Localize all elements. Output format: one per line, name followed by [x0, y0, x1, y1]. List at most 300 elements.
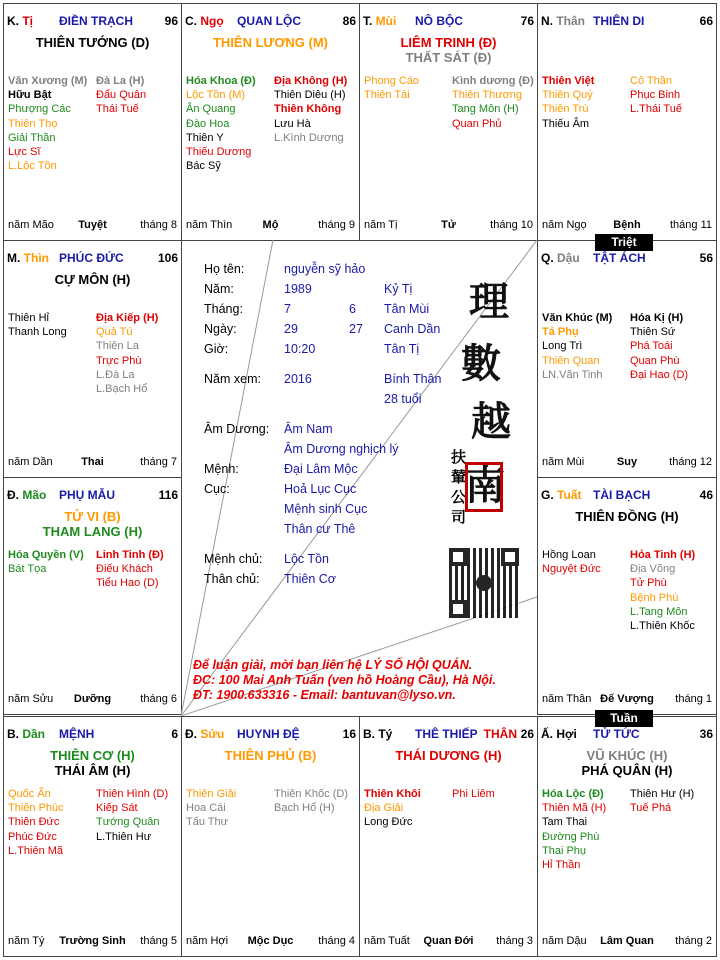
- info-value: 2016: [284, 372, 312, 386]
- palace-mệnh: [3, 716, 182, 957]
- minor-star: Văn Khúc (M): [542, 312, 613, 324]
- minor-star: Thiên Khốc (D): [274, 788, 348, 800]
- minor-star: Tiểu Hao (D): [96, 577, 159, 590]
- main-star: VŨ KHÚC (H): [586, 748, 668, 763]
- branch-part: Đ.: [185, 727, 197, 741]
- branch-part: Mão: [19, 488, 47, 502]
- minor-star: Kình dương (Đ): [452, 75, 534, 87]
- branch-part: Tị: [19, 14, 33, 28]
- palace-month: tháng 2: [675, 935, 712, 947]
- palace-year: năm Tý: [8, 935, 45, 947]
- info-value: Mệnh sinh Cục: [284, 502, 368, 516]
- star-column-left: [364, 74, 450, 102]
- minor-star: Phục Binh: [630, 89, 681, 102]
- palace-year: năm Dậu: [542, 935, 587, 947]
- minor-star: Tang Môn (H): [452, 103, 519, 116]
- star-column-left: [8, 787, 94, 858]
- house-label: QUAN LỘC: [237, 14, 301, 28]
- palace-footer: [542, 455, 712, 469]
- tuan-badge: Tuần: [595, 710, 653, 727]
- branch-part: B.: [363, 727, 375, 741]
- minor-star: Thiên Quan: [542, 354, 600, 367]
- branch-part: K.: [7, 14, 19, 28]
- palace-branch: [185, 14, 224, 28]
- palace-điền-trạch: [3, 3, 182, 241]
- minor-star: L.Thiên Khốc: [630, 620, 695, 633]
- branch-part: Dần: [19, 727, 46, 741]
- minor-star: Hồng Loan: [542, 549, 596, 561]
- star-column-right: [630, 311, 716, 382]
- minor-star: Thiên La: [96, 340, 139, 353]
- info-label: Tháng:: [204, 302, 243, 316]
- branch-part: B.: [7, 727, 19, 741]
- palace-branch: [7, 727, 45, 741]
- minor-star: Thiên Hư (H): [630, 788, 695, 800]
- star-column-left: [542, 548, 628, 576]
- palace-footer: [186, 218, 355, 232]
- minor-star: LN.Văn Tinh: [542, 368, 603, 381]
- palace-year: năm Mùi: [542, 456, 585, 468]
- star-column-left: [364, 787, 450, 830]
- palace-stage: Mộ: [262, 219, 279, 231]
- branch-part: M.: [7, 251, 21, 265]
- palace-phúc-đức: [3, 240, 182, 478]
- minor-star: Thiên Trù: [542, 103, 589, 116]
- palace-month: tháng 11: [669, 219, 712, 231]
- star-column-right: [274, 787, 360, 815]
- palace-month: tháng 1: [675, 693, 712, 705]
- minor-star: Lưu Hà: [274, 117, 311, 130]
- minor-star: Đại Hao (D): [630, 368, 689, 381]
- minor-star: Quan Phù: [630, 354, 680, 367]
- star-column-right: [630, 548, 716, 633]
- minor-star: Long Đức: [364, 816, 413, 829]
- minor-star: Phúc Đức: [8, 830, 57, 843]
- star-column-right: [630, 787, 716, 815]
- palace-footer: [186, 934, 355, 948]
- minor-star: Phượng Các: [8, 103, 71, 116]
- info-label: Ngày:: [204, 322, 237, 336]
- minor-star: Đào Hoa: [186, 117, 230, 130]
- star-column-left: [8, 548, 94, 576]
- palace-year: năm Sửu: [8, 693, 54, 705]
- main-star: THÁI DƯƠNG (H): [395, 748, 502, 763]
- minor-star: Kiếp Sát: [96, 802, 138, 815]
- info-label: Họ tên:: [204, 262, 245, 276]
- palace-branch: [541, 727, 577, 741]
- star-column-left: [186, 74, 272, 173]
- info-label: Giờ:: [204, 342, 229, 356]
- minor-star: Linh Tinh (Đ): [96, 549, 164, 561]
- house-label: HUYNH ĐỆ: [237, 727, 300, 741]
- minor-star: Điếu Khách: [96, 563, 153, 576]
- info-value-canchi: Bính Thân: [384, 372, 442, 386]
- minor-star: Thiên Giải: [186, 788, 237, 800]
- palace-footer: [542, 934, 712, 948]
- palace-house: [415, 14, 463, 28]
- palace-footer: [8, 455, 177, 469]
- minor-star: Đà La (H): [96, 75, 145, 87]
- palace-footer: [8, 692, 177, 706]
- palace-age: 6: [171, 727, 178, 741]
- house-label: PHÚC ĐỨC: [59, 251, 124, 265]
- palace-house: [59, 488, 115, 502]
- minor-star: Phá Toái: [630, 340, 673, 353]
- house-label: NÔ BỘC: [415, 14, 463, 28]
- palace-stage: Trường Sinh: [59, 935, 126, 947]
- minor-star: L.Bạch Hổ: [96, 383, 148, 396]
- palace-month: tháng 7: [140, 456, 177, 468]
- minor-star: Tướng Quân: [96, 816, 160, 829]
- minor-star: Thiên Hỉ: [8, 312, 49, 324]
- calligraphy-char: 理: [469, 278, 509, 325]
- branch-part: G.: [541, 488, 554, 502]
- palace-age: 16: [342, 727, 356, 741]
- palace-branch: [7, 251, 49, 265]
- minor-star: Hóa Lộc (Đ): [542, 788, 604, 800]
- palace-house: [237, 14, 301, 28]
- palace-tài-bạch: [537, 477, 717, 715]
- minor-star: Quan Phủ: [452, 117, 502, 130]
- house-label: MỆNH: [59, 727, 95, 741]
- minor-star: Tuế Phá: [630, 802, 672, 815]
- info-value: 10:20: [284, 342, 316, 356]
- minor-star: Thai Phụ: [542, 844, 587, 857]
- info-value: Lộc Tồn: [284, 552, 329, 566]
- minor-star: Thiên Tài: [364, 89, 410, 102]
- minor-star: Hóa Kị (H): [630, 312, 684, 324]
- palace-branch: [7, 488, 46, 502]
- minor-star: Địa Không (H): [274, 75, 348, 87]
- minor-star: Tử Phù: [630, 577, 667, 590]
- minor-star: Giải Thần: [8, 131, 56, 144]
- info-value: 7: [284, 302, 291, 316]
- main-star: THIÊN CƠ (H): [50, 748, 135, 763]
- minor-star: Đường Phù: [542, 830, 600, 843]
- info-value: Hoả Lục Cục: [284, 482, 357, 496]
- minor-star: L.Tang Môn: [630, 605, 688, 618]
- palace-footer: [542, 692, 712, 706]
- house-label: ĐIỀN TRẠCH: [59, 14, 133, 28]
- minor-star: Phi Liêm: [452, 788, 495, 800]
- main-star: LIÊM TRINH (Đ): [400, 35, 497, 50]
- palace-phụ-mẫu: [3, 477, 182, 715]
- palace-age: 76: [520, 14, 534, 28]
- main-star: THAM LANG (H): [42, 524, 143, 539]
- minor-star: Thiên Hình (D): [96, 788, 169, 800]
- main-star: THIÊN TƯỚNG (D): [35, 35, 150, 50]
- info-label: Năm xem:: [204, 372, 261, 386]
- info-value: Thiên Cơ: [284, 572, 336, 586]
- minor-star: Hóa Khoa (Đ): [186, 75, 256, 87]
- info-value-canchi: Tân Tị: [384, 342, 420, 356]
- palace-age: 106: [157, 251, 178, 265]
- palace-footer: [8, 934, 177, 948]
- palace-house: [415, 727, 517, 741]
- palace-house: [593, 14, 644, 28]
- palace-branch: [363, 727, 392, 741]
- info-value-canchi: Kỷ Tị: [384, 282, 413, 296]
- minor-star: Thiên Phúc: [8, 802, 64, 815]
- branch-part: Tý: [375, 727, 393, 741]
- minor-star: Quốc Ấn: [8, 788, 51, 800]
- info-value: Đại Lâm Mộc: [284, 462, 358, 476]
- palace-branch: [363, 14, 396, 28]
- star-column-left: [8, 311, 94, 339]
- palace-tử-tức: [537, 716, 717, 957]
- minor-star: Cô Thần: [630, 75, 672, 87]
- palace-stage: Bệnh: [613, 219, 641, 231]
- branch-part: C.: [185, 14, 197, 28]
- company-char: 公: [451, 488, 467, 506]
- calligraphy-char: 數: [461, 340, 501, 387]
- palace-stage: Suy: [616, 456, 638, 468]
- star-column-right: [452, 74, 538, 131]
- branch-part: Ngọ: [197, 14, 224, 28]
- minor-star: Phong Cáo: [364, 75, 420, 87]
- red-seal: [465, 462, 503, 512]
- contact-line: Để luận giải, mời bạn liên hệ LÝ SỐ HỘI QUÁN.: [193, 658, 473, 672]
- palace-stage: Tử: [441, 219, 456, 231]
- palace-age: 56: [699, 251, 713, 265]
- palace-thiên-di: [537, 3, 717, 241]
- minor-star: Hóa Quyền (V): [8, 549, 84, 561]
- star-column-right: [96, 548, 182, 591]
- house-label: THÊ THIẾP: [415, 727, 478, 741]
- palace-huynh-đệ: [181, 716, 360, 957]
- minor-star: Thiên Việt: [542, 75, 595, 87]
- minor-star: Hoa Cái: [186, 802, 226, 815]
- minor-star: Thiên Thọ: [8, 117, 58, 130]
- minor-star: Thiên Y: [186, 131, 224, 144]
- star-column-left: [8, 74, 94, 173]
- palace-age: 66: [699, 14, 713, 28]
- branch-part: Thân: [553, 14, 585, 28]
- info-value: 1989: [284, 282, 312, 296]
- palace-age: 46: [699, 488, 713, 502]
- minor-star: Tấu Thư: [186, 816, 229, 829]
- branch-part: Dậu: [553, 251, 580, 265]
- palace-footer: [364, 934, 533, 948]
- star-column-right: [96, 74, 182, 117]
- palace-age: 96: [164, 14, 178, 28]
- contact-line: ĐC: 100 Mai Anh Tuấn (ven hồ Hoàng Cầu), Hà Nội.: [193, 673, 496, 687]
- minor-star: L.Thái Tuế: [630, 103, 682, 116]
- palace-month: tháng 9: [318, 219, 355, 231]
- branch-part: Mùi: [372, 14, 397, 28]
- minor-star: Địa Giải: [364, 802, 404, 815]
- main-star: THIÊN PHỦ (B): [224, 748, 317, 763]
- star-column-left: [542, 787, 628, 872]
- palace-house: [59, 14, 133, 28]
- company-char: 扶: [451, 448, 467, 466]
- minor-star: Tam Thai: [542, 816, 588, 829]
- minor-star: L.Thiên Hư: [96, 830, 152, 843]
- palace-branch: [541, 251, 580, 265]
- star-column-right: [274, 74, 360, 145]
- company-char: 輦: [451, 468, 467, 486]
- palace-nô-bộc: [359, 3, 538, 241]
- palace-house: [59, 727, 94, 741]
- branch-part: N.: [541, 14, 553, 28]
- minor-star: Lực Sĩ: [8, 146, 41, 159]
- star-column-right: [630, 74, 716, 117]
- palace-month: tháng 5: [140, 935, 177, 947]
- palace-house: [237, 727, 300, 741]
- palace-age: 36: [699, 727, 713, 741]
- star-column-left: [542, 74, 628, 131]
- palace-footer: [542, 218, 712, 232]
- minor-star: Long Trì: [542, 340, 583, 353]
- star-column-right: [96, 787, 182, 844]
- info-value-lunar: 6: [349, 302, 356, 316]
- main-star: TỬ VI (B): [64, 509, 121, 524]
- company-char: 司: [451, 508, 467, 526]
- info-value: Thân cư Thê: [284, 522, 356, 536]
- info-label: Năm:: [204, 282, 234, 296]
- palace-year: năm Hợi: [186, 935, 229, 947]
- minor-star: Bệnh Phù: [630, 591, 679, 604]
- palace-stage: Đế Vượng: [600, 693, 654, 705]
- palace-stage: Lâm Quan: [600, 935, 654, 947]
- center-info-panel: [181, 240, 537, 716]
- minor-star: Thái Tuế: [96, 103, 139, 116]
- palace-year: năm Thân: [542, 693, 592, 705]
- palace-age: 86: [342, 14, 356, 28]
- info-value-canchi: Tân Mùi: [384, 302, 430, 316]
- palace-stage: Dưỡng: [73, 693, 112, 705]
- minor-star: Lộc Tồn (M): [186, 89, 246, 102]
- house-label: TÀI BẠCH: [593, 488, 651, 502]
- palace-year: năm Ngọ: [542, 219, 587, 231]
- minor-star: Tả Phụ: [542, 326, 579, 339]
- info-value: Âm Nam: [284, 422, 333, 436]
- palace-footer: [364, 218, 533, 232]
- minor-star: L.Đà La: [96, 368, 135, 381]
- minor-star: Nguyệt Đức: [542, 563, 601, 576]
- branch-part: T.: [363, 14, 373, 28]
- palace-house: [593, 727, 640, 741]
- minor-star: Thiếu Âm: [542, 117, 590, 130]
- palace-month: tháng 6: [140, 693, 177, 705]
- calligraphy-char: 南: [465, 462, 505, 509]
- info-label: Âm Dương:: [204, 422, 270, 436]
- star-column-left: [186, 787, 272, 830]
- main-star: THÁI ÂM (H): [54, 763, 131, 778]
- main-star: CỰ MÔN (H): [54, 272, 131, 287]
- minor-star: L.Thiên Mã: [8, 844, 64, 857]
- info-value-lunar: 27: [349, 322, 363, 336]
- info-value: 29: [284, 322, 298, 336]
- minor-star: Hữu Bật: [8, 89, 52, 102]
- qr-code: [449, 548, 519, 618]
- palace-year: năm Thìn: [186, 219, 233, 231]
- palace-tật-ách: [537, 240, 717, 478]
- minor-star: Thiên Sứ: [630, 326, 676, 339]
- contact-line: ĐT: 1900.633316 - Email: bantuvan@lyso.vn.: [193, 688, 456, 702]
- info-label: Mệnh chủ:: [204, 552, 263, 566]
- minor-star: Thanh Long: [8, 326, 67, 339]
- palace-branch: [7, 14, 33, 28]
- info-value: Âm Dương nghịch lý: [284, 442, 399, 456]
- minor-star: Văn Xương (M): [8, 75, 88, 87]
- palace-house: [59, 251, 124, 265]
- palace-branch: [185, 727, 224, 741]
- star-column-right: [452, 787, 538, 801]
- palace-stage: Quan Đới: [423, 935, 474, 947]
- branch-part: Hợi: [553, 727, 577, 741]
- palace-month: tháng 8: [140, 219, 177, 231]
- minor-star: Bác Sỹ: [186, 160, 221, 173]
- info-value: nguyễn sỹ hảo: [284, 262, 366, 276]
- triet-badge: Triệt: [595, 234, 653, 251]
- minor-star: Bạch Hổ (H): [274, 802, 335, 815]
- palace-age: 116: [158, 488, 178, 502]
- palace-age: 26: [520, 727, 534, 741]
- palace-branch: [541, 14, 585, 28]
- branch-part: Ấ.: [541, 727, 553, 741]
- info-value-canchi: Canh Dần: [384, 322, 441, 336]
- palace-stage: Thai: [81, 456, 104, 468]
- palace-year: năm Mão: [8, 219, 54, 231]
- house-label: PHỤ MẪU: [59, 488, 115, 502]
- branch-part: Tuất: [553, 488, 582, 502]
- than-marker: THÂN: [483, 727, 517, 741]
- minor-star: L.Kình Dương: [274, 131, 344, 144]
- branch-part: Thìn: [20, 251, 50, 265]
- minor-star: Thiên Diêu (H): [274, 89, 346, 102]
- minor-star: Trực Phù: [96, 354, 142, 367]
- palace-quan-lộc: [181, 3, 360, 241]
- palace-thê-thiếp: [359, 716, 538, 957]
- minor-star: Thiên Thương: [452, 89, 523, 102]
- info-value-canchi: 28 tuổi: [384, 392, 422, 406]
- main-star: THẤT SÁT (Đ): [405, 50, 492, 65]
- minor-star: Thiên Quý: [542, 89, 593, 102]
- minor-star: Thiên Khôi: [364, 788, 421, 800]
- palace-year: năm Dần: [8, 456, 53, 468]
- info-label: Mệnh:: [204, 462, 239, 476]
- minor-star: Bát Tọa: [8, 563, 47, 576]
- branch-part: Đ.: [7, 488, 19, 502]
- info-label: Cục:: [204, 482, 230, 496]
- palace-month: tháng 3: [496, 935, 533, 947]
- main-star: PHÁ QUÂN (H): [581, 763, 673, 778]
- house-label: TẬT ÁCH: [593, 251, 646, 265]
- palace-year: năm Tị: [364, 219, 398, 231]
- palace-stage: Tuyệt: [78, 219, 107, 231]
- minor-star: Thiên Mã (H): [542, 802, 607, 815]
- minor-star: Địa Kiếp (H): [96, 312, 159, 324]
- minor-star: Hỉ Thần: [542, 859, 581, 872]
- minor-star: Thiên Không: [274, 103, 342, 116]
- minor-star: L.Lộc Tồn: [8, 160, 57, 173]
- main-star: THIÊN LƯƠNG (M): [212, 35, 329, 50]
- minor-star: Đẩu Quân: [96, 89, 147, 102]
- palace-house: [593, 488, 650, 502]
- house-label: TỬ TỨC: [593, 727, 640, 741]
- minor-star: Địa Võng: [630, 563, 676, 576]
- palace-month: tháng 10: [490, 219, 533, 231]
- house-label: THIÊN DI: [593, 14, 645, 28]
- palace-year: năm Tuất: [364, 935, 410, 947]
- minor-star: Thiếu Dương: [186, 146, 252, 159]
- main-star: THIÊN ĐỒNG (H): [575, 509, 679, 524]
- palace-footer: [8, 218, 177, 232]
- calligraphy-char: 越: [471, 398, 511, 445]
- minor-star: Hỏa Tinh (H): [630, 549, 696, 561]
- palace-month: tháng 4: [318, 935, 355, 947]
